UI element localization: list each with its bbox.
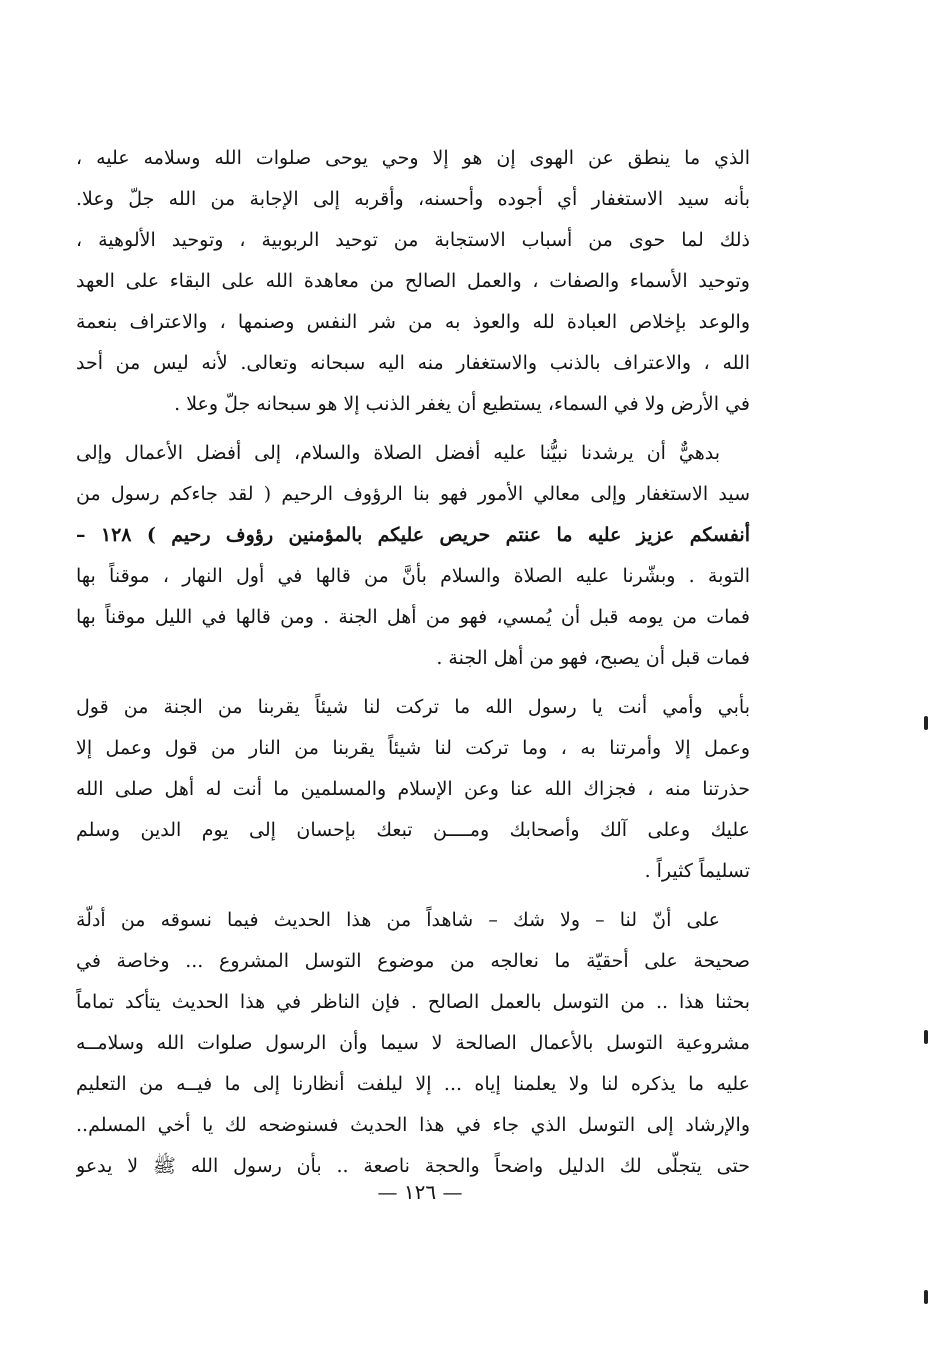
text-line: التوبة . وبشّرنا عليه الصلاة والسلام بأنَّ من قالها في أول النهار ، موقناً بها: [76, 565, 750, 587]
text-line: في الأرض ولا في السماء، يستطيع أن يغفر الذنب إلا هو سبحانه جلّ وعلا .: [174, 393, 750, 415]
text-line: حتى يتجلّى لك الدليل واضحاً والحجة ناصعة .. بأن رسول الله ﷺ لا يدعو: [76, 1155, 750, 1177]
text-line: على أنّ لنا – ولا شك – شاهداً من هذا الحديث فيما نسوقه من أدلّة: [76, 909, 720, 931]
scan-mark: [924, 1030, 928, 1044]
text-line: فمات قبل أن يصبح، فهو من أهل الجنة .: [436, 647, 750, 669]
text-line: عليه ما يذكره لنا ولا يعلمنا إياه ... إلا ليلفت أنظارنا إلى ما فيــه من التعليم: [76, 1073, 750, 1095]
text-line: والإرشاد إلى التوسل الذي جاء في هذا الحديث فسنوضحه لك يا أخي المسلم..: [76, 1114, 750, 1136]
text-line: بحثنا هذا .. من التوسل بالعمل الصالح . فإن الناظر في هذا الحديث يتأكد تماماً: [76, 991, 750, 1013]
text-line: وتوحيد الأسماء والصفات ، والعمل الصالح من معاهدة الله على البقاء على العهد: [76, 270, 750, 292]
text-line: الله ، والاعتراف بالذنب والاستغفار منه اليه سبحانه وتعالى. لأنه ليس من أحد: [76, 352, 750, 374]
text-line: بدهيٌّ أن يرشدنا نبيُّنا عليه أفضل الصلاة والسلام، إلى أفضل الأعمال وإلى: [76, 442, 720, 464]
text-line: مشروعية التوسل بالأعمال الصالحة لا سيما وأن الرسول صلوات الله وسلامــه: [76, 1032, 750, 1054]
text-line: تسليماً كثيراً .: [644, 860, 750, 882]
text-line: بأنه سيد الاستغفار أي أجوده وأحسنه، وأقربه إلى الإجابة من الله جلّ وعلا.: [76, 188, 750, 210]
text-line: فمات من يومه قبل أن يُمسي، فهو من أهل الجنة . ومن قالها في الليل موقناً بها: [76, 606, 750, 628]
text-line: حذرتنا منه ، فجزاك الله عنا وعن الإسلام والمسلمين ما أنت له أهل صلى الله: [76, 778, 750, 800]
text-line: سيد الاستغفار وإلى معالي الأمور فهو بنا الرؤوف الرحيم ( لقد جاءكم رسول من: [76, 483, 750, 505]
text-line: عليك وعلى آلك وأصحابك ومــــن تبعك بإحسان إلى يوم الدين وسلم: [76, 819, 750, 841]
body-text: [76, 138, 750, 1187]
text-line: بأبي وأمي أنت يا رسول الله ما تركت لنا شيئاً يقربنا من الجنة من قول: [76, 696, 750, 718]
text-line: والوعد بإخلاص العبادة لله والعوذ به من شر النفس وصنمها ، والاعتراف بنعمة: [76, 311, 750, 333]
text-line: الذي ما ينطق عن الهوى إن هو إلا وحي يوحى صلوات الله وسلامه عليه ،: [76, 147, 750, 169]
text-line: صحيحة على أحقيّة ما نعالجه من موضوع التوسل المشروع ... وخاصة في: [76, 950, 750, 972]
page-number: — ١٢٦ —: [377, 1180, 463, 1204]
quran-verse-line: أنفسكم عزيز عليه ما عنتم حريص عليكم بالمؤمنين رؤوف رحيم ) ١٢٨ –: [76, 524, 750, 546]
text-line: ذلك لما حوى من أسباب الاستجابة من توحيد الربوبية ، وتوحيد الألوهية ،: [76, 229, 750, 251]
scan-mark: [924, 716, 928, 730]
text-line: وعمل إلا وأمرتنا به ، وما تركت لنا شيئاً يقربنا من النار من قول وعمل إلا: [76, 737, 750, 759]
scan-mark: [924, 1290, 928, 1304]
